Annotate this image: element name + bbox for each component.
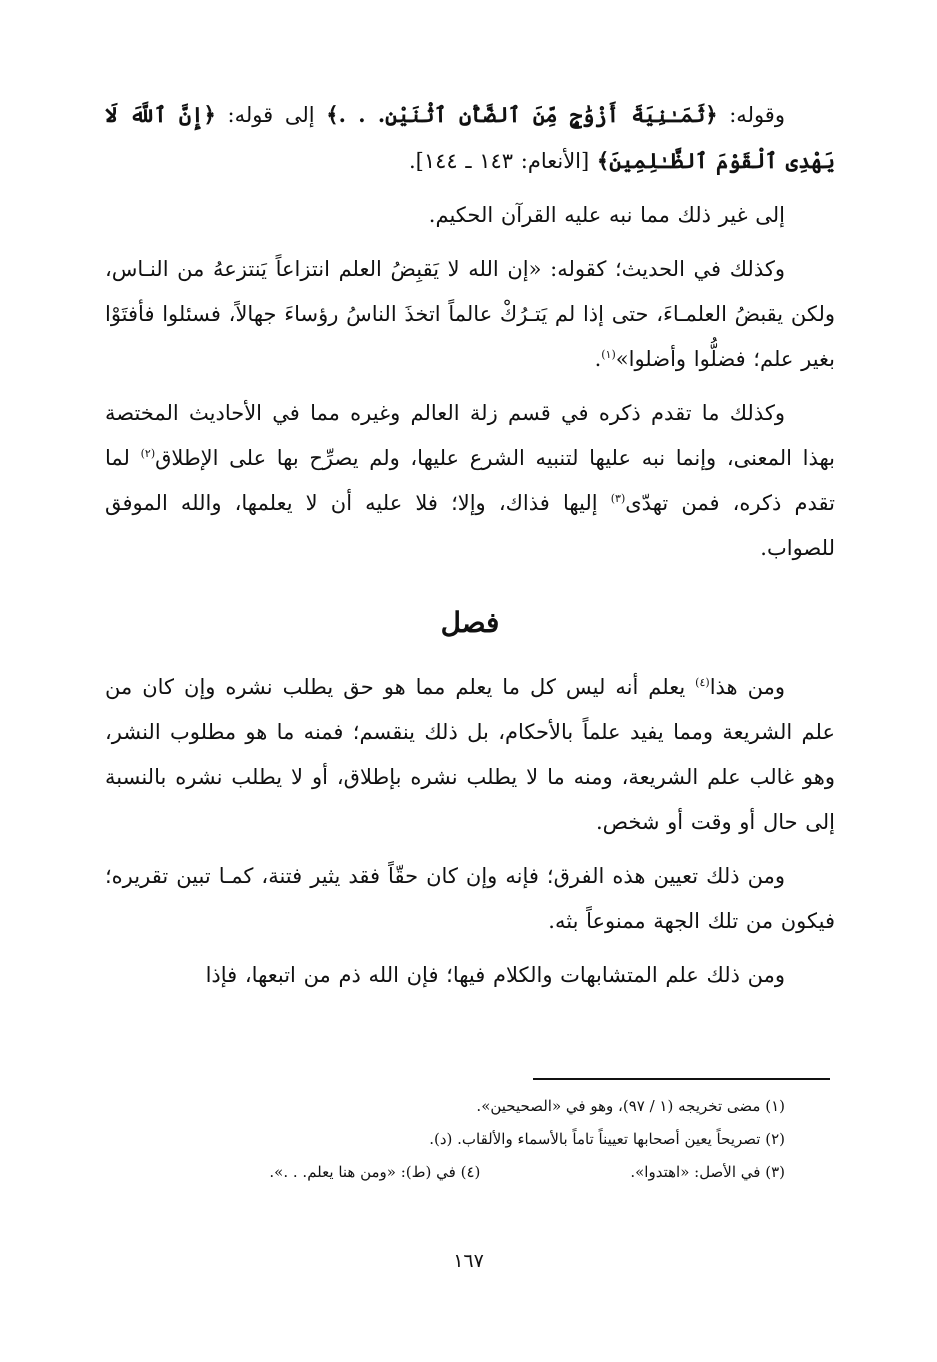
footnote-2: (٢) تصريحاً يعين أصحابها تعييناً تاماً بالأسماء والألقاب. (د). xyxy=(429,1130,785,1148)
footnote-row xyxy=(105,1156,785,1189)
paragraph-hadith xyxy=(105,247,835,382)
paragraph-text: وكذلك ما تقدم ذكره في قسم زلة العالم وغيره مما في الأحاديث المختصة بهذا المعنى، وإنما نبه عليها لتنبيه الشرع عليها، ولم يصرِّح بها على الإطلاق xyxy=(105,401,835,470)
footnote-1: (١) مضى تخريجه (١ / ٩٧)، وهو في «الصحيحين». xyxy=(476,1097,785,1115)
footnote-marker: (٤) xyxy=(695,676,710,689)
paragraph-end: . xyxy=(594,347,602,371)
footnote-marker: (٣) xyxy=(610,492,626,505)
paragraph: ومن ذلك علم المتشابهات والكلام فيها؛ فإن الله ذم من اتبعها، فإذا xyxy=(205,963,785,987)
paragraph: ومن ذلك تعيين هذه الفرق؛ فإنه وإن كان حقّاً فقد يثير فتنة، كمـا تبين تقريره؛ فيكون من تلك الجهة ممنوعاً بثه. xyxy=(105,864,835,933)
paragraph: إلى غير ذلك مما نبه عليه القرآن الحكيم. xyxy=(428,203,785,227)
page-number: ١٦٧ xyxy=(453,1250,484,1272)
footnote-separator xyxy=(533,1078,830,1080)
footnote-4: (٤) في (ط): «ومن هنا يعلم. . .». xyxy=(269,1163,481,1181)
paragraph-text: لما تقدم ذكره، فمن تهدّى xyxy=(105,446,835,515)
footnote-marker: (٢) xyxy=(140,447,156,460)
paragraph-middle: إلى قوله: xyxy=(215,103,327,127)
paragraph-text: وكذلك في الحديث؛ كقوله: «إن الله لا يَقبِضُ العلم انتزاعاً يَنتزعهُ من النـاس، ولكن يقبضُ العلمـاءَ، حتى إذا لم يَتـرُكْ عالماً اتخذَ الناسُ رؤساءَ جهالاً، فسئلوا فأفتَوْا بغير علم؛ فضلُّوا وأضلوا» xyxy=(105,257,835,371)
paragraph-text: إليها فذاك، وإلا؛ فلا عليه أن لا يعلمها، والله الموفق للصواب. xyxy=(105,491,835,560)
paragraph xyxy=(105,391,835,571)
quran-verse-1: ﴿ثَمَـٰنِيَةَ أَزْوَٰجٍ مِّنَ ٱلضَّأْنِ ٱثْنَيْنِ. . .﴾ xyxy=(326,102,718,127)
section-heading: فصل xyxy=(440,606,500,639)
paragraph xyxy=(105,665,835,845)
paragraph-intro: وقوله: xyxy=(717,103,785,127)
paragraph-quran-citation xyxy=(105,92,835,184)
quran-verse-2: ﴿إِنَّ ٱللَّهَ لَا يَهْدِى ٱلْقَوْمَ ٱلظَّـٰلِمِينَ﴾ xyxy=(105,102,835,173)
paragraph-text: ومن هذا xyxy=(709,675,785,699)
footnote-marker: (١) xyxy=(601,348,616,361)
footnotes xyxy=(105,1090,785,1189)
footnote-3: (٣) في الأصل: «اهتدوا». xyxy=(630,1163,785,1181)
main-text xyxy=(105,92,835,1007)
paragraph-text: يعلم أنه ليس كل ما يعلم مما هو حق يطلب نشره وإن كان من علم الشريعة ومما يفيد علماً بالأحكام، بل ذلك ينقسم؛ فمنه ما هو مطلوب النشر، وهو غالب علم الشريعة، ومنه ما لا يطلب نشره بإطلاق، أو لا يطلب نشره بالنسبة إلى حال أو وقت أو شخص. xyxy=(105,675,835,834)
surah-reference: [الأنعام: ١٤٣ ـ ١٤٤]. xyxy=(409,149,597,173)
